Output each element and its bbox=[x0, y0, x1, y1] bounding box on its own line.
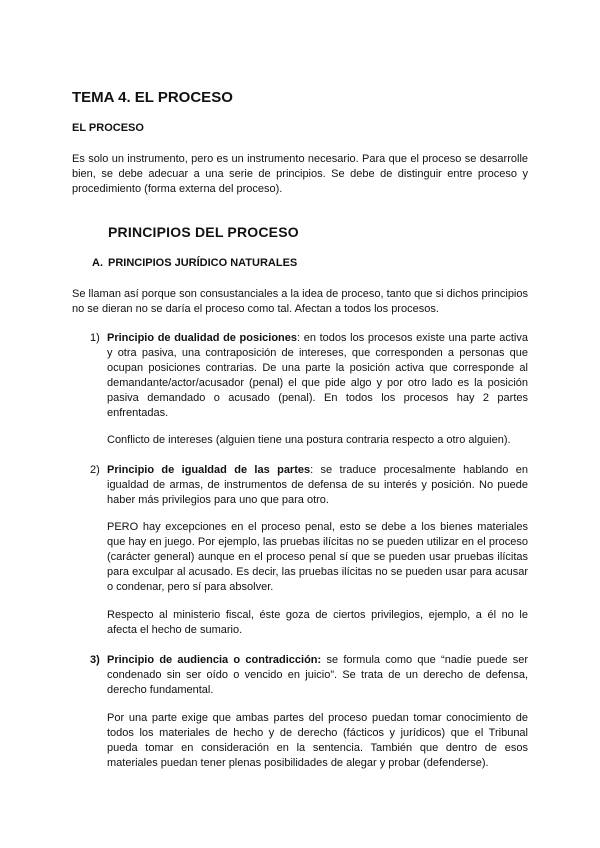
list-item-2 bbox=[107, 463, 528, 508]
intro-paragraph: Es solo un instrumento, pero es un instrumento necesario. Para que el proceso se desarrolle bien, se debe adecuar a una serie de principios. Se debe de distinguir entre proceso y procedimiento (forma externa del proceso). bbox=[72, 153, 528, 195]
subsection-letter: A. bbox=[92, 257, 103, 269]
item-extra-paragraph: Por una parte exige que ambas partes del proceso puedan tomar conocimiento de todos los materiales de hecho y de derecho (fácticos y jurídicos) que el Tribunal pueda tomar en consideración en la sentencia. También que dentro de esos materiales puedan tener plenas posibilidades de alegar y probar (defenderse). bbox=[107, 712, 528, 769]
subsection-title: PRINCIPIOS JURÍDICO NATURALES bbox=[108, 257, 298, 269]
item-number: 2) bbox=[90, 464, 100, 476]
item-text: : en todos los procesos existe una parte activa y otra pasiva, una contraposición de intereses, que corresponden a personas que ocupan posiciones contrarias. De una parte la posición activa que corresponde al demandante/actor/acusador (penal) el que pide algo y por otro lado es la posición pasiva demandado o acusado (penal). En todos los procesos hay 2 partes enfrentadas. bbox=[107, 332, 528, 419]
item-number: 3) bbox=[90, 654, 100, 666]
section-subtitle: EL PROCESO bbox=[72, 122, 144, 134]
item-number: 1) bbox=[90, 332, 100, 344]
subsection-heading bbox=[92, 257, 297, 269]
item-text: : se traduce procesalmente hablando en igualdad de armas, de instrumentos de defensa de su interés y posición. No puede haber más privilegios para uno que para otro. bbox=[107, 464, 528, 506]
item-term: Principio de dualidad de posiciones bbox=[107, 332, 298, 344]
subsection-intro: Se llaman así porque son consustanciales a la idea de proceso, tanto que si dichos principios no se dieran no se daría el proceso como tal. Afectan a todos los procesos. bbox=[72, 288, 528, 315]
item-text: se formula como que “nadie puede ser condenado sin ser oído o vencido en juicio”. Se trata de un derecho de defensa, derecho fundamental. bbox=[107, 654, 528, 696]
item-term: Principio de igualdad de las partes bbox=[107, 464, 311, 476]
item-extra-paragraph: Conflicto de intereses (alguien tiene una postura contraria respecto a otro alguien). bbox=[107, 434, 511, 446]
item-term: Principio de audiencia o contradicción: bbox=[107, 654, 322, 666]
item-extra-paragraph: PERO hay excepciones en el proceso penal, esto se debe a los bienes materiales que hay en juego. Por ejemplo, las pruebas ilícitas no se pueden utilizar en el proceso (carácter general) aunque en el proceso penal sí que se pueden usar pruebas ilícitas para exculpar al acusado. Es decir, las pruebas ilícitas no se pueden usar para acusar o condenar, pero sí para absolver. bbox=[107, 521, 528, 593]
document-title: TEMA 4. EL PROCESO bbox=[72, 89, 233, 106]
item-extra-paragraph: Respecto al ministerio fiscal, éste goza de ciertos privilegios, ejemplo, a él no le afecta el hecho de sumario. bbox=[107, 609, 528, 636]
section-title: PRINCIPIOS DEL PROCESO bbox=[108, 224, 299, 240]
list-item-1 bbox=[107, 331, 528, 421]
list-item-3 bbox=[107, 653, 528, 698]
